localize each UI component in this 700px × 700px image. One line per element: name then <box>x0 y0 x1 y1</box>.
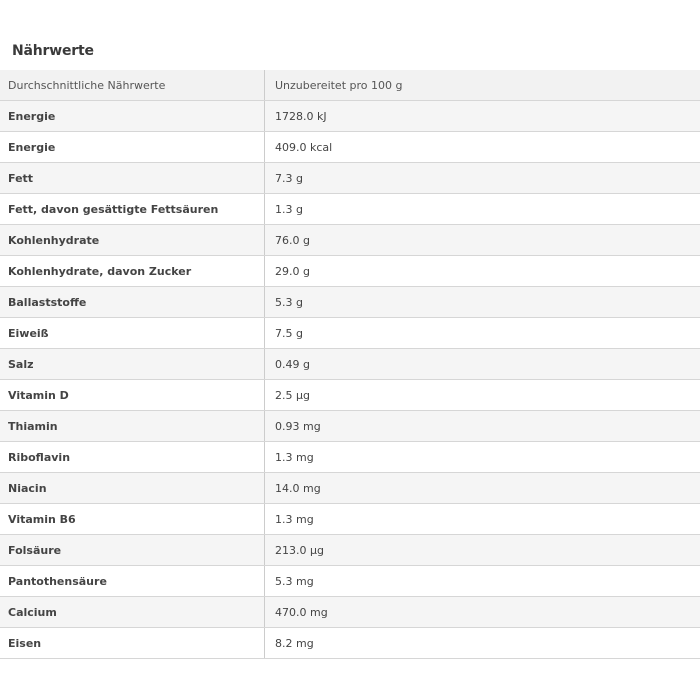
table-row <box>0 535 700 566</box>
nutrient-value: 1.3 g <box>265 194 700 225</box>
table-body <box>0 101 700 659</box>
table-row <box>0 597 700 628</box>
nutrient-value: 213.0 µg <box>265 535 700 566</box>
nutrient-value: 29.0 g <box>265 256 700 287</box>
nutrient-name: Fett <box>0 163 265 194</box>
column-header-nutrient: Durchschnittliche Nährwerte <box>0 70 265 101</box>
table-row <box>0 287 700 318</box>
nutrient-name: Salz <box>0 349 265 380</box>
nutrient-name: Vitamin B6 <box>0 504 265 535</box>
nutrient-value: 14.0 mg <box>265 473 700 504</box>
nutrient-name: Pantothensäure <box>0 566 265 597</box>
table-row <box>0 628 700 659</box>
column-header-amount: Unzubereitet pro 100 g <box>265 70 700 101</box>
nutrient-value: 76.0 g <box>265 225 700 256</box>
table-row <box>0 194 700 225</box>
table-row <box>0 442 700 473</box>
section-title: Nährwerte <box>12 43 94 59</box>
nutrient-value: 5.3 mg <box>265 566 700 597</box>
nutrient-name: Energie <box>0 132 265 163</box>
nutrient-value: 0.49 g <box>265 349 700 380</box>
table-row <box>0 380 700 411</box>
nutrient-name: Niacin <box>0 473 265 504</box>
table-row <box>0 349 700 380</box>
table-header <box>0 70 700 101</box>
nutrition-table <box>0 70 700 659</box>
table-row <box>0 256 700 287</box>
table-row <box>0 225 700 256</box>
nutrient-name: Vitamin D <box>0 380 265 411</box>
nutrient-value: 7.5 g <box>265 318 700 349</box>
nutrient-value: 409.0 kcal <box>265 132 700 163</box>
table-row <box>0 132 700 163</box>
table-row <box>0 411 700 442</box>
table-header-row <box>0 70 700 101</box>
nutrient-name: Folsäure <box>0 535 265 566</box>
nutrient-name: Kohlenhydrate, davon Zucker <box>0 256 265 287</box>
nutrient-value: 1.3 mg <box>265 442 700 473</box>
nutrient-name: Ballaststoffe <box>0 287 265 318</box>
nutrient-value: 0.93 mg <box>265 411 700 442</box>
nutrient-name: Fett, davon gesättigte Fettsäuren <box>0 194 265 225</box>
nutrient-name: Kohlenhydrate <box>0 225 265 256</box>
nutrient-name: Riboflavin <box>0 442 265 473</box>
nutrient-value: 2.5 µg <box>265 380 700 411</box>
nutrient-name: Eisen <box>0 628 265 659</box>
table-row <box>0 566 700 597</box>
nutrient-value: 1728.0 kJ <box>265 101 700 132</box>
table-row <box>0 504 700 535</box>
table-row <box>0 318 700 349</box>
nutrient-name: Energie <box>0 101 265 132</box>
nutrient-value: 8.2 mg <box>265 628 700 659</box>
nutrient-value: 1.3 mg <box>265 504 700 535</box>
nutrient-value: 5.3 g <box>265 287 700 318</box>
nutrient-value: 7.3 g <box>265 163 700 194</box>
table-row <box>0 473 700 504</box>
table-row <box>0 163 700 194</box>
nutrient-value: 470.0 mg <box>265 597 700 628</box>
nutrient-name: Calcium <box>0 597 265 628</box>
table-row <box>0 101 700 132</box>
nutrient-name: Thiamin <box>0 411 265 442</box>
nutrient-name: Eiweiß <box>0 318 265 349</box>
